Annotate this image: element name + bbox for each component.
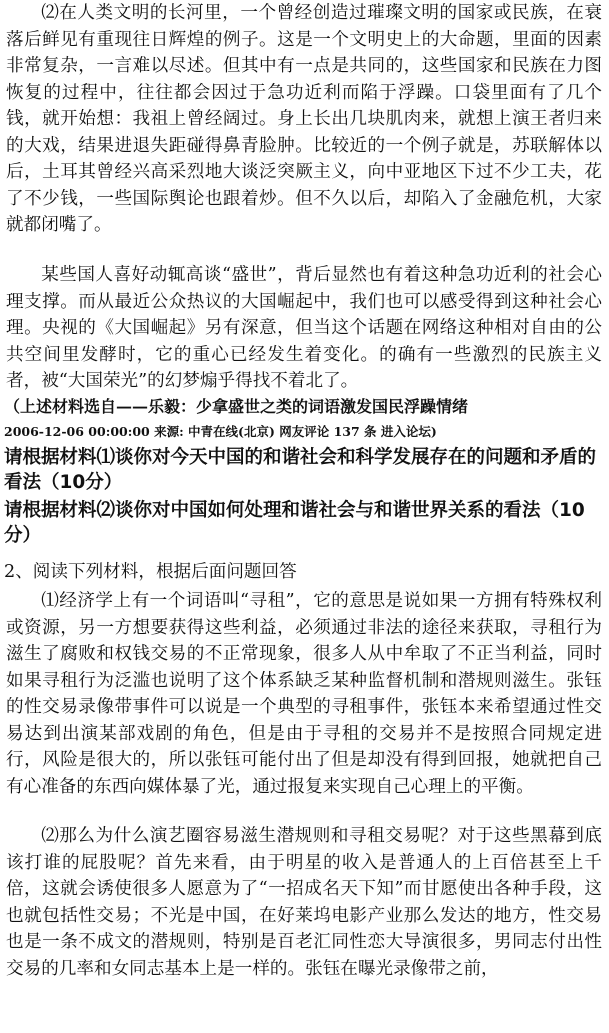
source-citation: （上述材料选自——乐毅：少拿盛世之类的词语激发国民浮躁情绪 [4, 397, 469, 416]
source-meta: 2006-12-06 00:00:00 来源: 中青在线(北京) 网友评论 137 条 进入论坛) [4, 424, 437, 439]
paragraph-entertainment-industry: ⑵那么为什么演艺圈容易滋生潜规则和寻租交易呢？对于这些黑幕到底该打谁的屁股呢？首先来看，由于明星的收入是普通人的上百倍甚至上千倍，这就会诱使很多人愿意为了“一招成名天下知”而甘愿使出各种手段，这也就包括性交易；不光是中国，在好莱坞电影产业那么发达的地方，性交易也是一条不成文的潜规则，特别是百老汇同性恋大导演很多，男同志付出性交易的几率和女同志基本上是一样的。张钰在曝光录像带之前， [6, 826, 602, 979]
paragraph-material-2: ⑵在人类文明的长河里，一个曾经创造过璀璨文明的国家或民族，在衰落后鲜见有重现往日辉煌的例子。这是一个文明史上的大命题，里面的因素非常复杂，一言难以尽述。但其中有一点是共同的，这些国家和民族在力图恢复的过程中，往往都会因过于急功近利而陷于浮躁。口袋里面有了几个钱，就开始想：我祖上曾经阔过。身上长出几块肌肉来，就想上演王者归来的大戏，结果进退失距碰得鼻青脸肿。比较近的一个例子就是，苏联解体以后，土耳其曾经兴高采烈地大谈泛突厥主义，向中亚地区下过不少工夫，花了不少钱，一些国际舆论也跟着炒。但不久以后，却陷入了金融危机，大家就都闭嘴了。 [6, 3, 602, 235]
paragraph-material-2-continued: 某些国人喜好动辄高谈“盛世”，背后显然也有着这种急功近利的社会心理支撑。而从最近公众热议的大国崛起中，我们也可以感受得到这种社会心理。央视的《大国崛起》另有深意，但当这个话题在网络这种相对自由的公共空间里发酵时，它的重心已经发生着变化。的确有一些激烈的民族主义者，被“大国荣光”的幻梦煽乎得找不着北了。 [6, 265, 602, 391]
section-2-title: 2、阅读下列材料，根据后面问题回答 [4, 562, 297, 582]
question-1: 请根据材料⑴谈你对今天中国的和谐社会和科学发展存在的问题和矛盾的看法（10分） [4, 447, 597, 493]
paragraph-rent-seeking: ⑴经济学上有一个词语叫“寻租”，它的意思是说如果一方拥有特殊权利或资源，另一方想要获得这些利益，必须通过非法的途径来获取，寻租行为滋生了腐败和权钱交易的不正常现象，很多人从中牟取了不正当利益，同时如果寻租行为泛滥也说明了这个体系缺乏某种监督机制和潜规则滋生。张钰的性交易录像带事件可以说是一个典型的寻租事件，张钰本来希望通过性交易达到出演某部戏剧的角色，但是由于寻租的交易并不是按照合同规定进行，风险是很大的，所以张钰可能付出了但是却没有得到回报，她就把自己有心准备的东西向媒体暴了光，通过报复来实现自己心理上的平衡。 [6, 591, 602, 797]
question-2: 请根据材料⑵谈你对中国如何处理和谐社会与和谐世界关系的看法（10分） [4, 500, 585, 546]
